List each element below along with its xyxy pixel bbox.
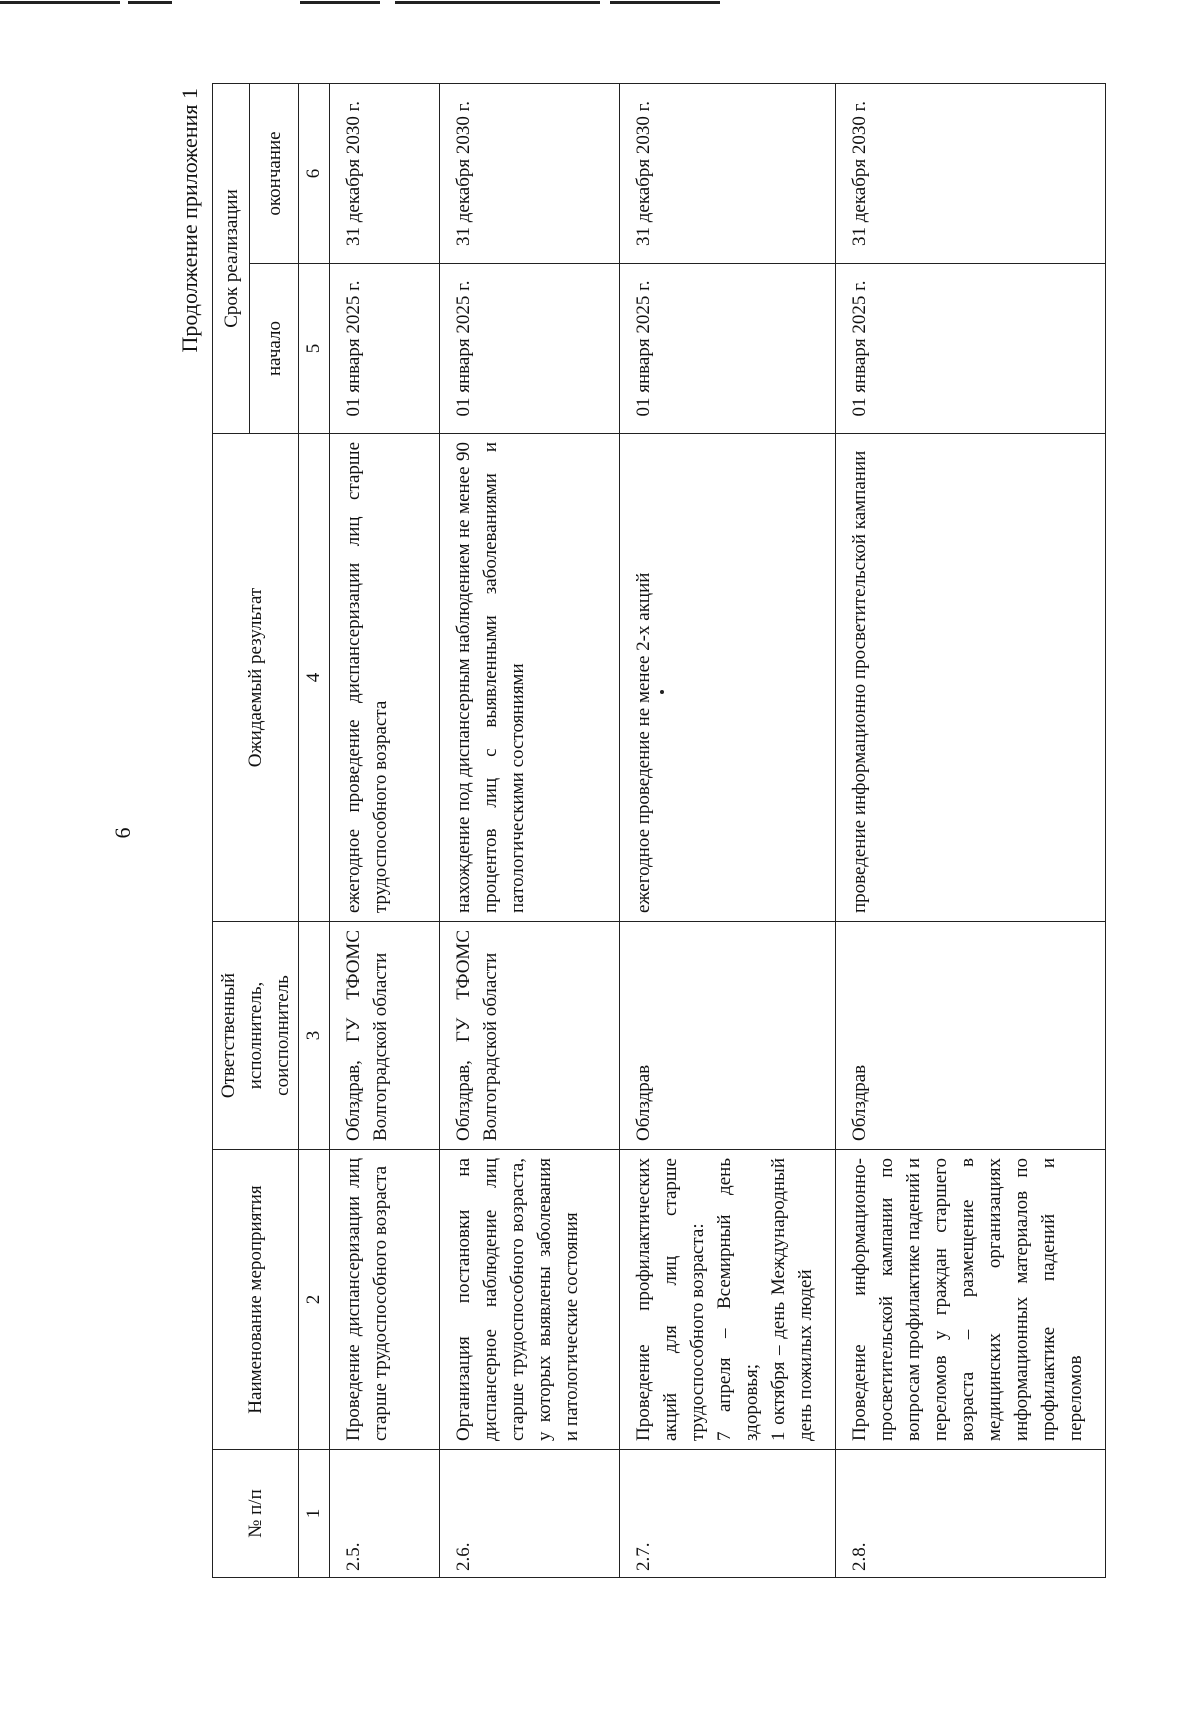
header-result: Ожидаемый результат: [213, 434, 299, 922]
rotated-page-content: [172, 84, 1200, 1578]
column-index: 4: [299, 434, 330, 922]
executor: Облздрав, ГУ ТФОМС Волгоградской области: [440, 922, 620, 1150]
expected-result: нахождение под диспансерным наблюдением не менее 90 процентов лиц с выявленными заболеваниями и патологическими состояниями: [440, 434, 620, 922]
activity-name-line: Проведение профилактических акций для лиц старше трудоспособного возраста:: [633, 1158, 708, 1441]
start-date: 01 января 2025 г.: [836, 264, 1106, 434]
header-period: Срок реализации: [213, 83, 250, 433]
column-index-row: [299, 83, 330, 1577]
executor: Облздрав: [836, 922, 1106, 1150]
end-date: 31 декабря 2030 г.: [330, 83, 440, 263]
table-row: [620, 83, 836, 1577]
header-executor: Ответственный исполнитель, соисполнитель: [213, 922, 299, 1150]
activity-name: Проведение диспансеризации лиц старше трудоспособного возраста: [330, 1150, 440, 1450]
row-number: 2.7.: [620, 1450, 836, 1578]
row-number: 2.6.: [440, 1450, 620, 1578]
row-number: 2.5.: [330, 1450, 440, 1578]
end-date: 31 декабря 2030 г.: [620, 83, 836, 263]
column-index: 3: [299, 922, 330, 1150]
executor: Облздрав, ГУ ТФОМС Волгоградской области: [330, 922, 440, 1150]
expected-result: ежегодное проведение не менее 2-х акций: [620, 434, 836, 922]
end-date: 31 декабря 2030 г.: [836, 83, 1106, 263]
table-row: [836, 83, 1106, 1577]
activity-name: [620, 1150, 836, 1450]
activity-name: Организация постановки на диспансерное наблюдение лиц старше трудоспособного возраста, у которых выявлены заболевания и патологические состояния: [440, 1150, 620, 1450]
expected-result: ежегодное проведение диспансеризации лиц старше трудоспособного возраста: [330, 434, 440, 922]
header-name: Наименование мероприятия: [213, 1150, 299, 1450]
executor: Облздрав: [620, 922, 836, 1150]
header-num: № п/п: [213, 1450, 299, 1578]
activities-table: [212, 83, 1106, 1578]
continuation-title: Продолжение приложения 1: [177, 88, 202, 353]
page-number: 6: [110, 827, 135, 839]
start-date: 01 января 2025 г.: [330, 264, 440, 434]
header-end: окончание: [250, 83, 299, 263]
table-row: [440, 83, 620, 1577]
column-index: 2: [299, 1150, 330, 1450]
expected-result: проведение информационно просветительской кампании: [836, 434, 1106, 922]
column-index: 5: [299, 264, 330, 434]
column-index: 1: [299, 1450, 330, 1578]
activity-name-line: 7 апреля – Всемирный день здоровья;: [714, 1158, 762, 1441]
start-date: 01 января 2025 г.: [620, 264, 836, 434]
table-row: [330, 83, 440, 1577]
row-number: 2.8.: [836, 1450, 1106, 1578]
start-date: 01 января 2025 г.: [440, 264, 620, 434]
activity-name-line: 1 октября – день Международный день пожилых людей: [768, 1158, 816, 1441]
top-scan-border: [0, 0, 1200, 5]
column-index: 6: [299, 83, 330, 263]
header-row-1: [213, 83, 250, 1577]
header-start: начало: [250, 264, 299, 434]
activity-name: Проведение информационно-просветительской кампании по вопросам профилактике падений и переломов у граждан старшего возраста – размещение в медицинских организациях информационных материалов по профилактике падений и переломов: [836, 1150, 1106, 1450]
end-date: 31 декабря 2030 г.: [440, 83, 620, 263]
